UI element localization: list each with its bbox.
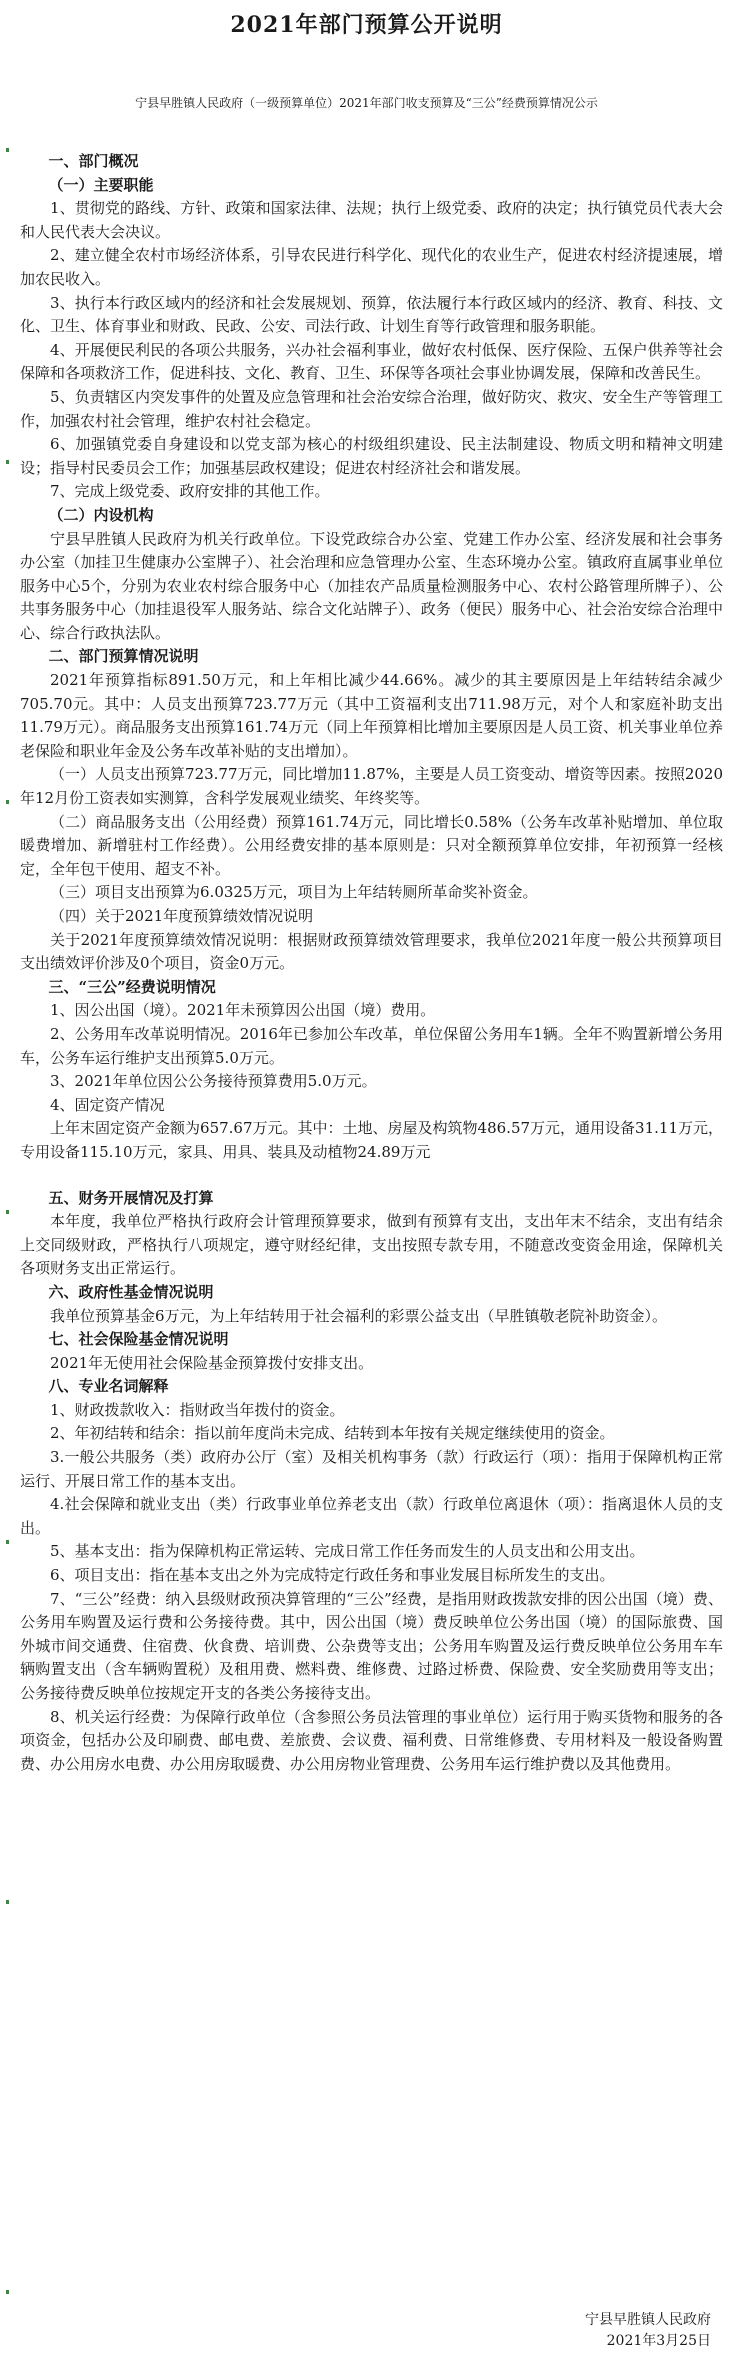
paragraph: 2021年无使用社会保险基金预算拨付安排支出。: [50, 1353, 374, 1372]
paragraph: 6、加强镇党委自身建设和以党支部为核心的村级组织建设、民主法制建设、物质文明和精神文明建设；指导村民委员会工作；加强基层政权建设；促进农村经济社会和谐发展。: [20, 435, 723, 477]
section-heading: 八、专业名词解释: [48, 1377, 169, 1396]
paragraph: 5、基本支出：指为保障机构正常运转、完成日常工作任务而发生的人员支出和公用支出。: [50, 1542, 645, 1561]
paragraph: 4、开展便民利民的各项公共服务，兴办社会福利事业，做好农村低保、医疗保险、五保户供养等社会保障和各项救济工作，促进科技、文化、教育、卫生、环保等各项社会事业协调发展，保障和改善民生。: [20, 340, 723, 383]
margin-mark: [6, 800, 9, 804]
signature-block: [585, 2310, 711, 2352]
signature-org: 宁县早胜镇人民政府: [585, 2312, 711, 2328]
paragraph: （一）人员支出预算723.77万元，同比增加11.87%，主要是人员工资变动、增资等因素。按照2020年12月份工资表如实测算，含科学发展观业绩奖、年终奖等。: [20, 765, 723, 808]
margin-mark: [6, 2290, 9, 2294]
paragraph: 2、年初结转和结余：指以前年度尚未完成、结转到本年按有关规定继续使用的资金。: [50, 1424, 615, 1443]
document-body: [20, 150, 723, 1776]
section-heading: 六、政府性基金情况说明: [48, 1282, 214, 1301]
paragraph: 上年末固定资产金额为657.67万元。其中：土地、房屋及构筑物486.57万元，通用设备31.11万元，专用设备115.10万元，家具、用具、装具及动植物24.89万元: [20, 1119, 723, 1161]
subsection-heading: （一）主要职能: [48, 175, 154, 194]
signature-date: 2021年3月25日: [606, 2333, 711, 2349]
margin-mark: [6, 1540, 9, 1544]
paragraph: （三）项目支出预算为6.0325万元，项目为上年结转厕所革命奖补资金。: [50, 883, 538, 902]
paragraph: 2、公务用车改革说明情况。2016年已参加公车改革，单位保留公务用车1辆。全年不购置新增公务用车，公务车运行维护支出预算5.0万元。: [20, 1024, 723, 1067]
spacer: [20, 1165, 723, 1187]
paragraph: 3.一般公共服务（类）政府办公厅（室）及相关机构事务（款）行政运行（项）：指用于保障机构正常运行、开展日常工作的基本支出。: [20, 1448, 723, 1490]
paragraph: 4.社会保障和就业支出（类）行政事业单位养老支出（款）行政单位离退休（项）：指离退休人员的支出。: [20, 1495, 723, 1537]
section-heading: 七、社会保险基金情况说明: [48, 1330, 229, 1349]
paragraph: 1、贯彻党的路线、方针、政策和国家法律、法规；执行上级党委、政府的决定；执行镇党员代表大会和人民代表大会决议。: [20, 199, 723, 241]
paragraph: 宁县早胜镇人民政府为机关行政单位。下设党政综合办公室、党建工作办公室、经济发展和社会事务办公室（加挂卫生健康办公室牌子）、社会治理和应急管理办公室、生态环境办公室。镇政府直属事业单位服务中心5个，分别为农业农村综合服务中心（加挂农产品质量检测服务中心、农村公路管理所牌子）、公共事务服务中心（加挂退役军人服务站、综合文化站牌子）、政务（便民）服务中心、社会治安综合治理中心、综合行政执法队。: [20, 529, 723, 642]
paragraph: 3、执行本行政区域内的经济和社会发展规划、预算，依法履行本行政区域内的经济、教育、科技、文化、卫生、体育事业和财政、民政、公安、司法行政、计划生育等行政管理和服务职能。: [20, 293, 723, 336]
paragraph: 2、建立健全农村市场经济体系，引导农民进行科学化、现代化的农业生产，促进农村经济提速展，增加农民收入。: [20, 246, 723, 288]
paragraph: 6、项目支出：指在基本支出之外为完成特定行政任务和事业发展目标所发生的支出。: [50, 1566, 615, 1585]
paragraph: （四）关于2021年度预算绩效情况说明: [50, 907, 314, 925]
section-heading: 三、“三公”经费说明情况: [48, 977, 216, 996]
paragraph: 1、财政拨款收入：指财政当年拨付的资金。: [50, 1400, 345, 1419]
subsection-heading: 4、固定资产情况: [50, 1095, 165, 1114]
paragraph: （二）商品服务支出（公用经费）预算161.74万元，同比增长0.58%（公务车改革补贴增加、单位取暖费增加、新增驻村工作经费）。公用经费安排的基本原则是：只对全额预算单位安排，年初预算一经核定，全年包干使用、超支不补。: [20, 812, 723, 878]
margin-mark: [6, 148, 9, 152]
paragraph: 1、因公出国（境）。2021年未预算因公出国（境）费用。: [50, 1001, 436, 1020]
paragraph: 关于2021年度预算绩效情况说明：根据财政预算绩效管理要求，我单位2021年度一般公共预算项目支出绩效评价涉及0个项目，资金0万元。: [20, 930, 723, 973]
section-heading: 一、部门概况: [48, 152, 139, 170]
margin-mark: [6, 1900, 9, 1904]
margin-mark: [6, 460, 9, 464]
subsection-heading: （二）内设机构: [48, 505, 154, 524]
document-title: 2021年部门预算公开说明: [230, 12, 503, 38]
paragraph: 2021年预算指标891.50万元，和上年相比减少44.66%。减少的其主要原因是上年结转结余减少705.70元。其中：人员支出预算723.77万元（其中工资福利支出711.98万元，对个人和家庭补助支出11.79万元）。商品服务支出预算161.74万元（同上年预算相比增加主要原因是人员工资、机关事业单位养老保险和职业年金及公务车改革补贴的支出增加）。: [20, 671, 723, 760]
paragraph: 7、“三公”经费：纳入县级财政预决算管理的“三公”经费，是指用财政拨款安排的因公出国（境）费、公务用车购置及运行费和公务接待费。其中，因公出国（境）费反映单位公务出国（境）的国际旅费、国外城市间交通费、住宿费、伙食费、培训费、公杂费等支出；公务用车购置及运行费反映单位公务用车车辆购置支出（含车辆购置税）及租用费、燃料费、维修费、过路过桥费、保险费、安全奖励费用等支出；公务接待费反映单位按规定开支的各类公务接待支出。: [20, 1589, 723, 1702]
section-heading: 五、财务开展情况及打算: [48, 1188, 214, 1207]
document-subtitle: 宁县早胜镇人民政府（一级预算单位）2021年部门收支预算及“三公”经费预算情况公示: [135, 96, 598, 110]
margin-mark: [6, 1210, 9, 1214]
paragraph: 8、机关运行经费：为保障行政单位（含参照公务员法管理的事业单位）运行用于购买货物和服务的各项资金，包括办公及印刷费、邮电费、差旅费、会议费、福利费、日常维修费、专用材料及一般设备购置费、办公用房水电费、办公用房取暖费、办公用房物业管理费、公务用车运行维护费以及其他费用。: [20, 1707, 723, 1773]
paragraph: 我单位预算基金6万元，为上年结转用于社会福利的彩票公益支出（早胜镇敬老院补助资金）。: [50, 1306, 668, 1325]
paragraph: 7、完成上级党委、政府安排的其他工作。: [50, 482, 330, 501]
section-heading: 二、部门预算情况说明: [48, 647, 199, 666]
paragraph: 本年度，我单位严格执行政府会计管理预算要求，做到有预算有支出，支出年末不结余，支出有结余上交同级财政，严格执行八项规定，遵守财经纪律，支出按照专款专用，不随意改变资金用途，保障机关各项财务支出正常运行。: [20, 1212, 723, 1278]
paragraph: 3、2021年单位因公公务接待预算费用5.0万元。: [50, 1072, 377, 1091]
paragraph: 5、负责辖区内突发事件的处置及应急管理和社会治安综合治理，做好防灾、救灾、安全生产等管理工作，加强农村社会管理，维护农村社会稳定。: [20, 387, 723, 430]
